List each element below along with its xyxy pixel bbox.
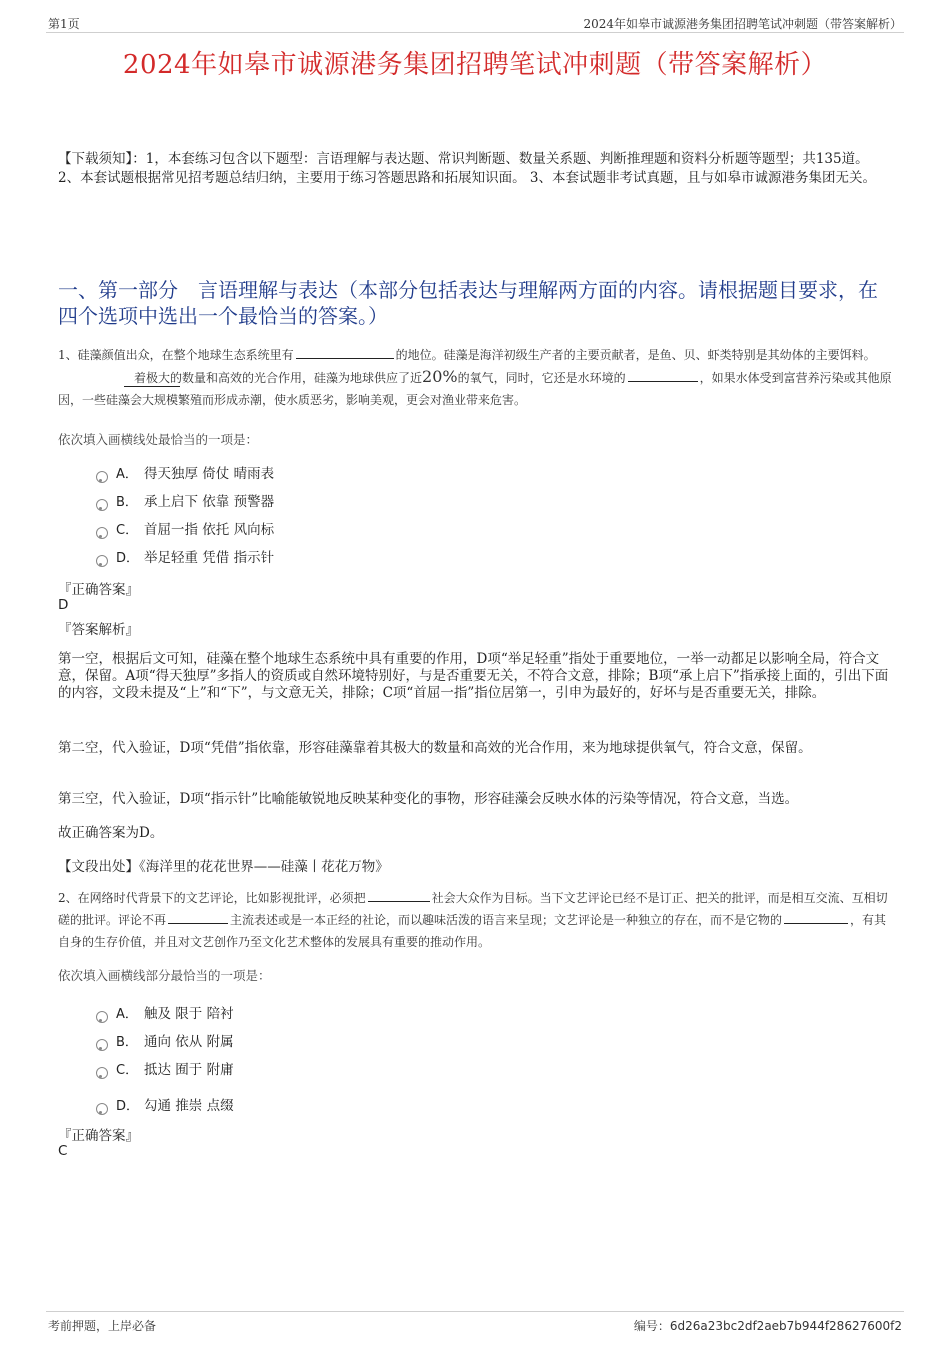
option-d[interactable]: D． 举足轻重 凭借 指示针 bbox=[96, 546, 274, 566]
blank-1 bbox=[296, 346, 394, 359]
question-2-prompt: 依次填入画横线部分最恰当的一项是： bbox=[58, 968, 271, 983]
section-heading: 一、第一部分 言语理解与表达（本部分包括表达与理解两方面的内容。请根据题目要求，在四个选项中选出一个最恰当的答案。） bbox=[58, 278, 878, 328]
percentage-value: 20% bbox=[422, 367, 458, 386]
option-b[interactable]: B． 承上启下 依靠 预警器 bbox=[96, 490, 274, 510]
page-header bbox=[46, 12, 904, 33]
answer-label: 『正确答案』 bbox=[58, 582, 139, 598]
radio-icon[interactable] bbox=[96, 471, 108, 483]
page-footer bbox=[46, 1311, 904, 1334]
blank-2 bbox=[168, 911, 228, 924]
question-1-text: 1、硅藻颜值出众，在整个地球生态系统里有 的地位。硅藻是海洋初级生产者的主要贡献者，是鱼、贝、虾类特别是其幼体的主要饵料。 着极大的数量和高效的光合作用，硅藻为地球供应了近20%的氧气，同时，它还是水环境的 ，如果水体受到富营养污染或其他原因，一些硅藻会大规模繁殖而形成赤潮，使水质恶劣，影响美观，更会对渔业带来危害。 bbox=[58, 348, 892, 407]
blank-3 bbox=[628, 369, 698, 382]
radio-icon[interactable] bbox=[96, 1011, 108, 1023]
radio-icon[interactable] bbox=[96, 1067, 108, 1079]
option-c[interactable]: C． 首屈一指 依托 风向标 bbox=[96, 518, 274, 538]
radio-icon[interactable] bbox=[96, 527, 108, 539]
analysis-paragraph: 第一空，根据后文可知，硅藻在整个地球生态系统中具有重要的作用，D项“举足轻重”指处于重要地位，一举一动都足以影响全局，符合文意，保留。A项“得天独厚”多指人的资质或自然环境特别好，与是否重要无关，不符合文意，排除；B项“承上启下”指承接上面的，引出下面的内容，文段未提及“上”和“下”，与文意无关，排除；C项“首屈一指”指位居第一，引申为最好的，好坏与是否重要无关，排除。 bbox=[58, 651, 889, 701]
document-id: 编号：6d26a23bc2df2aeb7b944f28627600f2 bbox=[633, 1319, 902, 1333]
footer-slogan: 考前押题，上岸必备 bbox=[48, 1319, 157, 1333]
correct-answer: C bbox=[58, 1143, 68, 1159]
radio-icon[interactable] bbox=[96, 499, 108, 511]
analysis-paragraph: 第二空，代入验证，D项“凭借”指依靠，形容硅藻靠着其极大的数量和高效的光合作用，来为地球提供氧气，符合文意，保留。 bbox=[58, 740, 812, 756]
option-c[interactable]: C． 抵达 囿于 附庸 bbox=[96, 1058, 234, 1078]
radio-icon[interactable] bbox=[96, 555, 108, 567]
document-title: 2024年如皋市诚源港务集团招聘笔试冲刺题（带答案解析） bbox=[122, 50, 828, 80]
source-citation: 【文段出处】《海洋里的花花世界——硅藻丨花花万物》 bbox=[58, 859, 389, 875]
option-d[interactable]: D． 勾通 推崇 点缀 bbox=[96, 1094, 234, 1114]
analysis-paragraph: 第三空，代入验证，D项“指示针”比喻能敏锐地反映某种变化的事物，形容硅藻会反映水体的污染等情况，符合文意，当选。 bbox=[58, 791, 799, 807]
blank-2 bbox=[124, 374, 180, 387]
question-1-prompt: 依次填入画横线处最恰当的一项是： bbox=[58, 432, 259, 447]
download-notice: 【下载须知】：1，本套练习包含以下题型：言语理解与表达题、常识判断题、数量关系题、判断推理题和资料分析题等题型；共135道。 2、本套试题根据常见招考题总结归纳，主要用于练习答题思路和拓展知识面。 3、本套试题非考试真题，且与如皋市诚源港务集团无关。 bbox=[58, 151, 876, 186]
answer-label: 『正确答案』 bbox=[58, 1128, 139, 1144]
blank-3 bbox=[784, 911, 848, 924]
blank-1 bbox=[368, 889, 430, 902]
question-2-text: 2、在网络时代背景下的文艺评论，比如影视批评，必须把 社会大众作为目标。当下文艺评论已经不是订正、把关的批评，而是相互交流、互相切磋的批评。评论不再 主流表述或是一本正经的社论，而以趣味活泼的语言来呈现；文艺评论是一种独立的存在，而不是它物的 ，有其自身的生存价值，并且对文艺创作乃至文化艺术整体的发展具有重要的推动作用。 bbox=[58, 891, 888, 949]
radio-icon[interactable] bbox=[96, 1039, 108, 1051]
page-number: 第1页 bbox=[48, 17, 80, 31]
option-a[interactable]: A． 得天独厚 倚仗 晴雨表 bbox=[96, 462, 274, 482]
option-a[interactable]: A． 触及 限于 陪衬 bbox=[96, 1002, 234, 1022]
analysis-label: 『答案解析』 bbox=[58, 622, 139, 638]
analysis-paragraph: 故正确答案为D。 bbox=[58, 825, 164, 841]
header-doc-title: 2024年如皋市诚源港务集团招聘笔试冲刺题（带答案解析） bbox=[583, 17, 902, 31]
option-b[interactable]: B． 通向 依从 附属 bbox=[96, 1030, 234, 1050]
correct-answer: D bbox=[58, 597, 69, 613]
radio-icon[interactable] bbox=[96, 1103, 108, 1115]
